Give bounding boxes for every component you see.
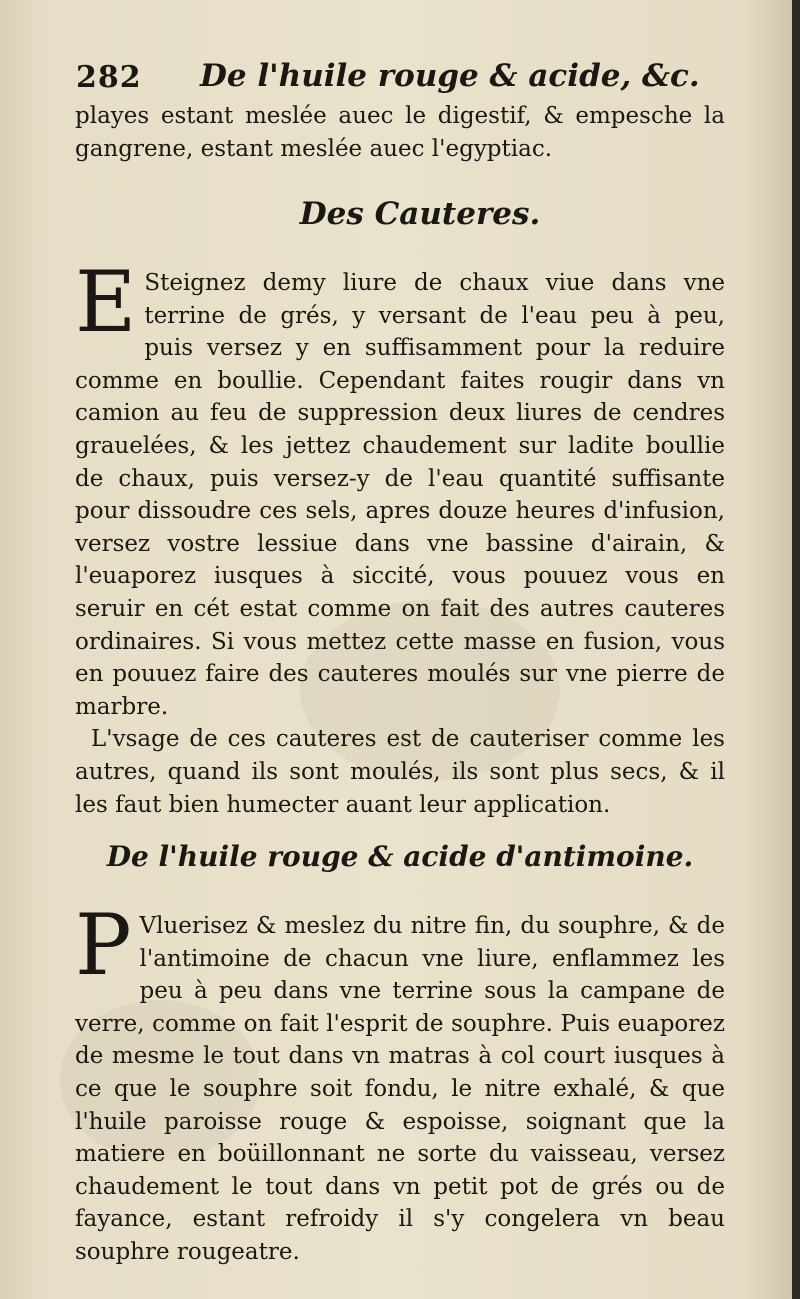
section-body-cauteres bbox=[75, 253, 725, 821]
continuation-paragraph bbox=[75, 100, 725, 170]
continuation-text: playes estant meslée auec le digestif, & empesche la gangrene, estant meslée auec l'egyptiac. bbox=[75, 103, 725, 162]
paragraph-text: Steignez demy liure de chaux viue dans vne terrine de grés, y versant de l'eau peu à peu, puis versez y en suffisamment pour la reduire comme en boullie. Cependant faites rougir dans vn camion au feu de suppression deux liures de cendres grauelées, & les jettez chaudement sur ladite boullie de chaux, puis versez-y de l'eau quantité suffisante pour dissoudre ces sels, apres douze heures d'infusion, versez vostre lessiue dans vne bassine d'airain, & l'euaporez iusques à siccité, vous pouuez vous en seruir en cét estat comme on fait des autres cauteres ordinaires. Si vous mettez cette masse en fusion, vous en pouuez faire des cauteres moulés sur vne pierre de marbre. bbox=[75, 270, 725, 720]
section-heading-cauteres: Des Cauteres. bbox=[299, 196, 541, 232]
page-header bbox=[72, 52, 712, 102]
section-heading-huile-rouge: De l'huile rouge & acide d'antimoine. bbox=[106, 840, 694, 873]
section-body-huile-rouge bbox=[75, 896, 725, 1269]
running-title: De l'huile rouge & acide, &c. bbox=[200, 58, 700, 94]
paragraph-text: Vluerisez & meslez du nitre fin, du souphre, & de l'antimoine de chacun vne liure, enflammez les peu à peu dans vne terrine sous la campane de verre, comme on fait l'esprit de souphre. Puis euaporez de mesme le tout dans vn matras à col court iusques à ce que le souphre soit fondu, le nitre exhalé, & que l'huile paroisse rouge & espoisse, soignant que la matiere en boüillonnant ne sorte du vaisseau, versez chaudement le tout dans vn petit pot de grés ou de fayance, estant refroidy il s'y congelera vn beau souphre rougeatre. bbox=[75, 913, 725, 1265]
drop-cap: E bbox=[75, 253, 137, 351]
page-number: 282 bbox=[76, 60, 142, 95]
paragraph bbox=[75, 896, 725, 1269]
paragraph bbox=[75, 253, 725, 723]
paragraph: L'vsage de ces cauteres est de cauteriser comme les autres, quand ils sont moulés, ils sont plus secs, & il les faut bien humecter auant leur application. bbox=[75, 726, 725, 818]
drop-cap: P bbox=[75, 896, 132, 994]
